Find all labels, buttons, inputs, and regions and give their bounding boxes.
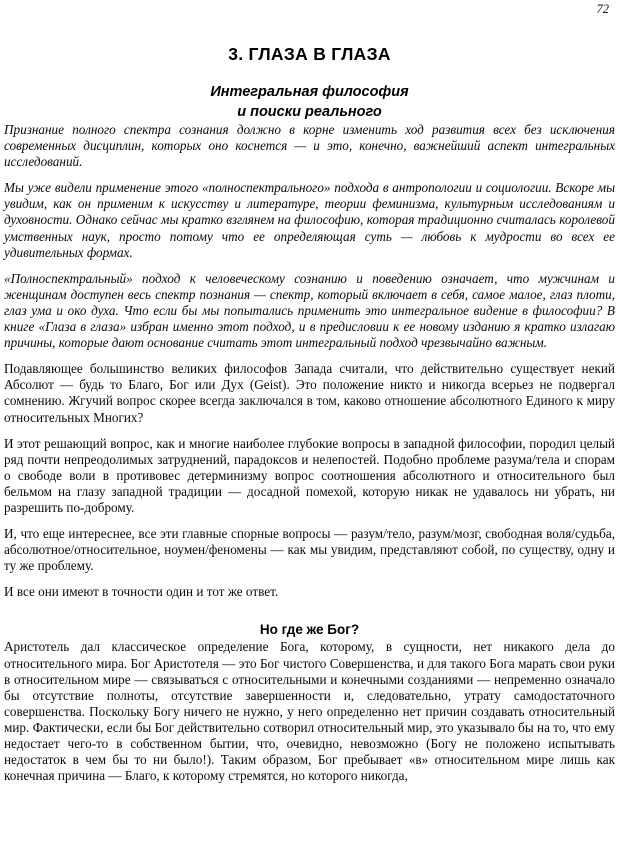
chapter-subtitle-line-2: и поиски реального (237, 103, 382, 120)
section-heading-but-where-is-god: Но где же Бог? (259, 622, 360, 638)
chapter-title: 3. ГЛАЗА В ГЛАЗА (228, 44, 391, 64)
paragraph-lede-3: «Полноспектральный» подход к человеческому сознанию и поведению означает, что мужчинам и женщинам доступен весь спектр познания — спектр, который включает в себя, самое малое, глаз плоти, глаз ума и око духа. Что если бы мы попытались применить это интегральное видение в философии? В книге «Глаза в глаза» избран именно этот подход, и в предисловии к ее новому изданию я кратко излагаю причины, которые дают основание считать этот интегральный подход чрезвычайно важным. (4, 270, 615, 351)
paragraph-main-1: Подавляющее большинство великих философов Запада считали, что действительно существует некий Абсолют — будь то Благо, Бог или Дух (Geist). Это положение никто и никогда всерьез не подвергал сомнению. Жгучий вопрос скорее всегда заключался в том, каково отношение абсолютного Единого к миру относительных Многих? (4, 361, 615, 425)
paragraph-main-3: И, что еще интереснее, все эти главные спорные вопросы — разум/тело, разум/мозг, свободная воля/судьба, абсолютное/относительное, ноумен/феномены — как мы увидим, представляют собой, по существу, одну и ту же проблему. (4, 526, 615, 574)
page-number: 72 (596, 2, 609, 16)
paragraph-lede-2: Мы уже видели применение этого «полноспектрального» подхода в антропологии и социологии. Вскоре мы увидим, как он применим к искусству и литературе, теории феминизма, культурным исследованиям и духовности. Однако сейчас мы кратко взглянем на философию, которая традиционно считалась королевой умственных наук, просто потому что ее определяющая суть — любовь к мудрости во всех ее удивительных формах. (4, 180, 615, 260)
paragraph-main-4: И все они имеют в точности один и тот же ответ. (4, 584, 279, 600)
paragraph-main-5: Аристотель дал классическое определение Бога, которому, в сущности, нет никакого дела до относительного мира. Бог Аристотеля — это Бог чистого Совершенства, и для такого Бога марать свои руки в относительном мире — связываться с относительными и конечными созданиями — непременно означало бы отсутствие полноты, отсутствие завершенности и, следовательно, утрату самодостаточного совершенства. Поскольку Богу ничего не нужно, у него определенно нет причин создавать относительный мир. Фактически, если бы Бог действительно сотворил относительный мир, это указывало бы на то, что ему недостает чего-то в собственном бытии, что, очевидно, невозможно (Богу не положено испытывать недостаток в чем бы то ни было!). Таким образом, Бог пребывает «в» относительном мире лишь как конечная причина — Благо, к которому стремятся, но которого никогда, (4, 639, 615, 784)
chapter-subtitle-line-1: Интегральная философия (210, 84, 409, 100)
chapter-subtitle (4, 83, 615, 122)
paragraph-lede-1: Признание полного спектра сознания должно в корне изменить ход развития всех без исключения современных дисциплин, которых оно коснется — и это, конечно, важнейший аспект интегральных исследований. (4, 122, 615, 170)
paragraph-main-2: И этот решающий вопрос, как и многие наиболее глубокие вопросы в западной философии, породил целый ряд почти непреодолимых затруднений, парадоксов и нелепостей. Подобно проблеме разума/тела и спорам о свободе воли в противовес детерминизму вопрос соотношения абсолютного и относительного был бельмом на глазу западной традиции — досадной помехой, которую никак не удавалось ни убрать, ни разрешить по-доброму. (4, 435, 615, 515)
